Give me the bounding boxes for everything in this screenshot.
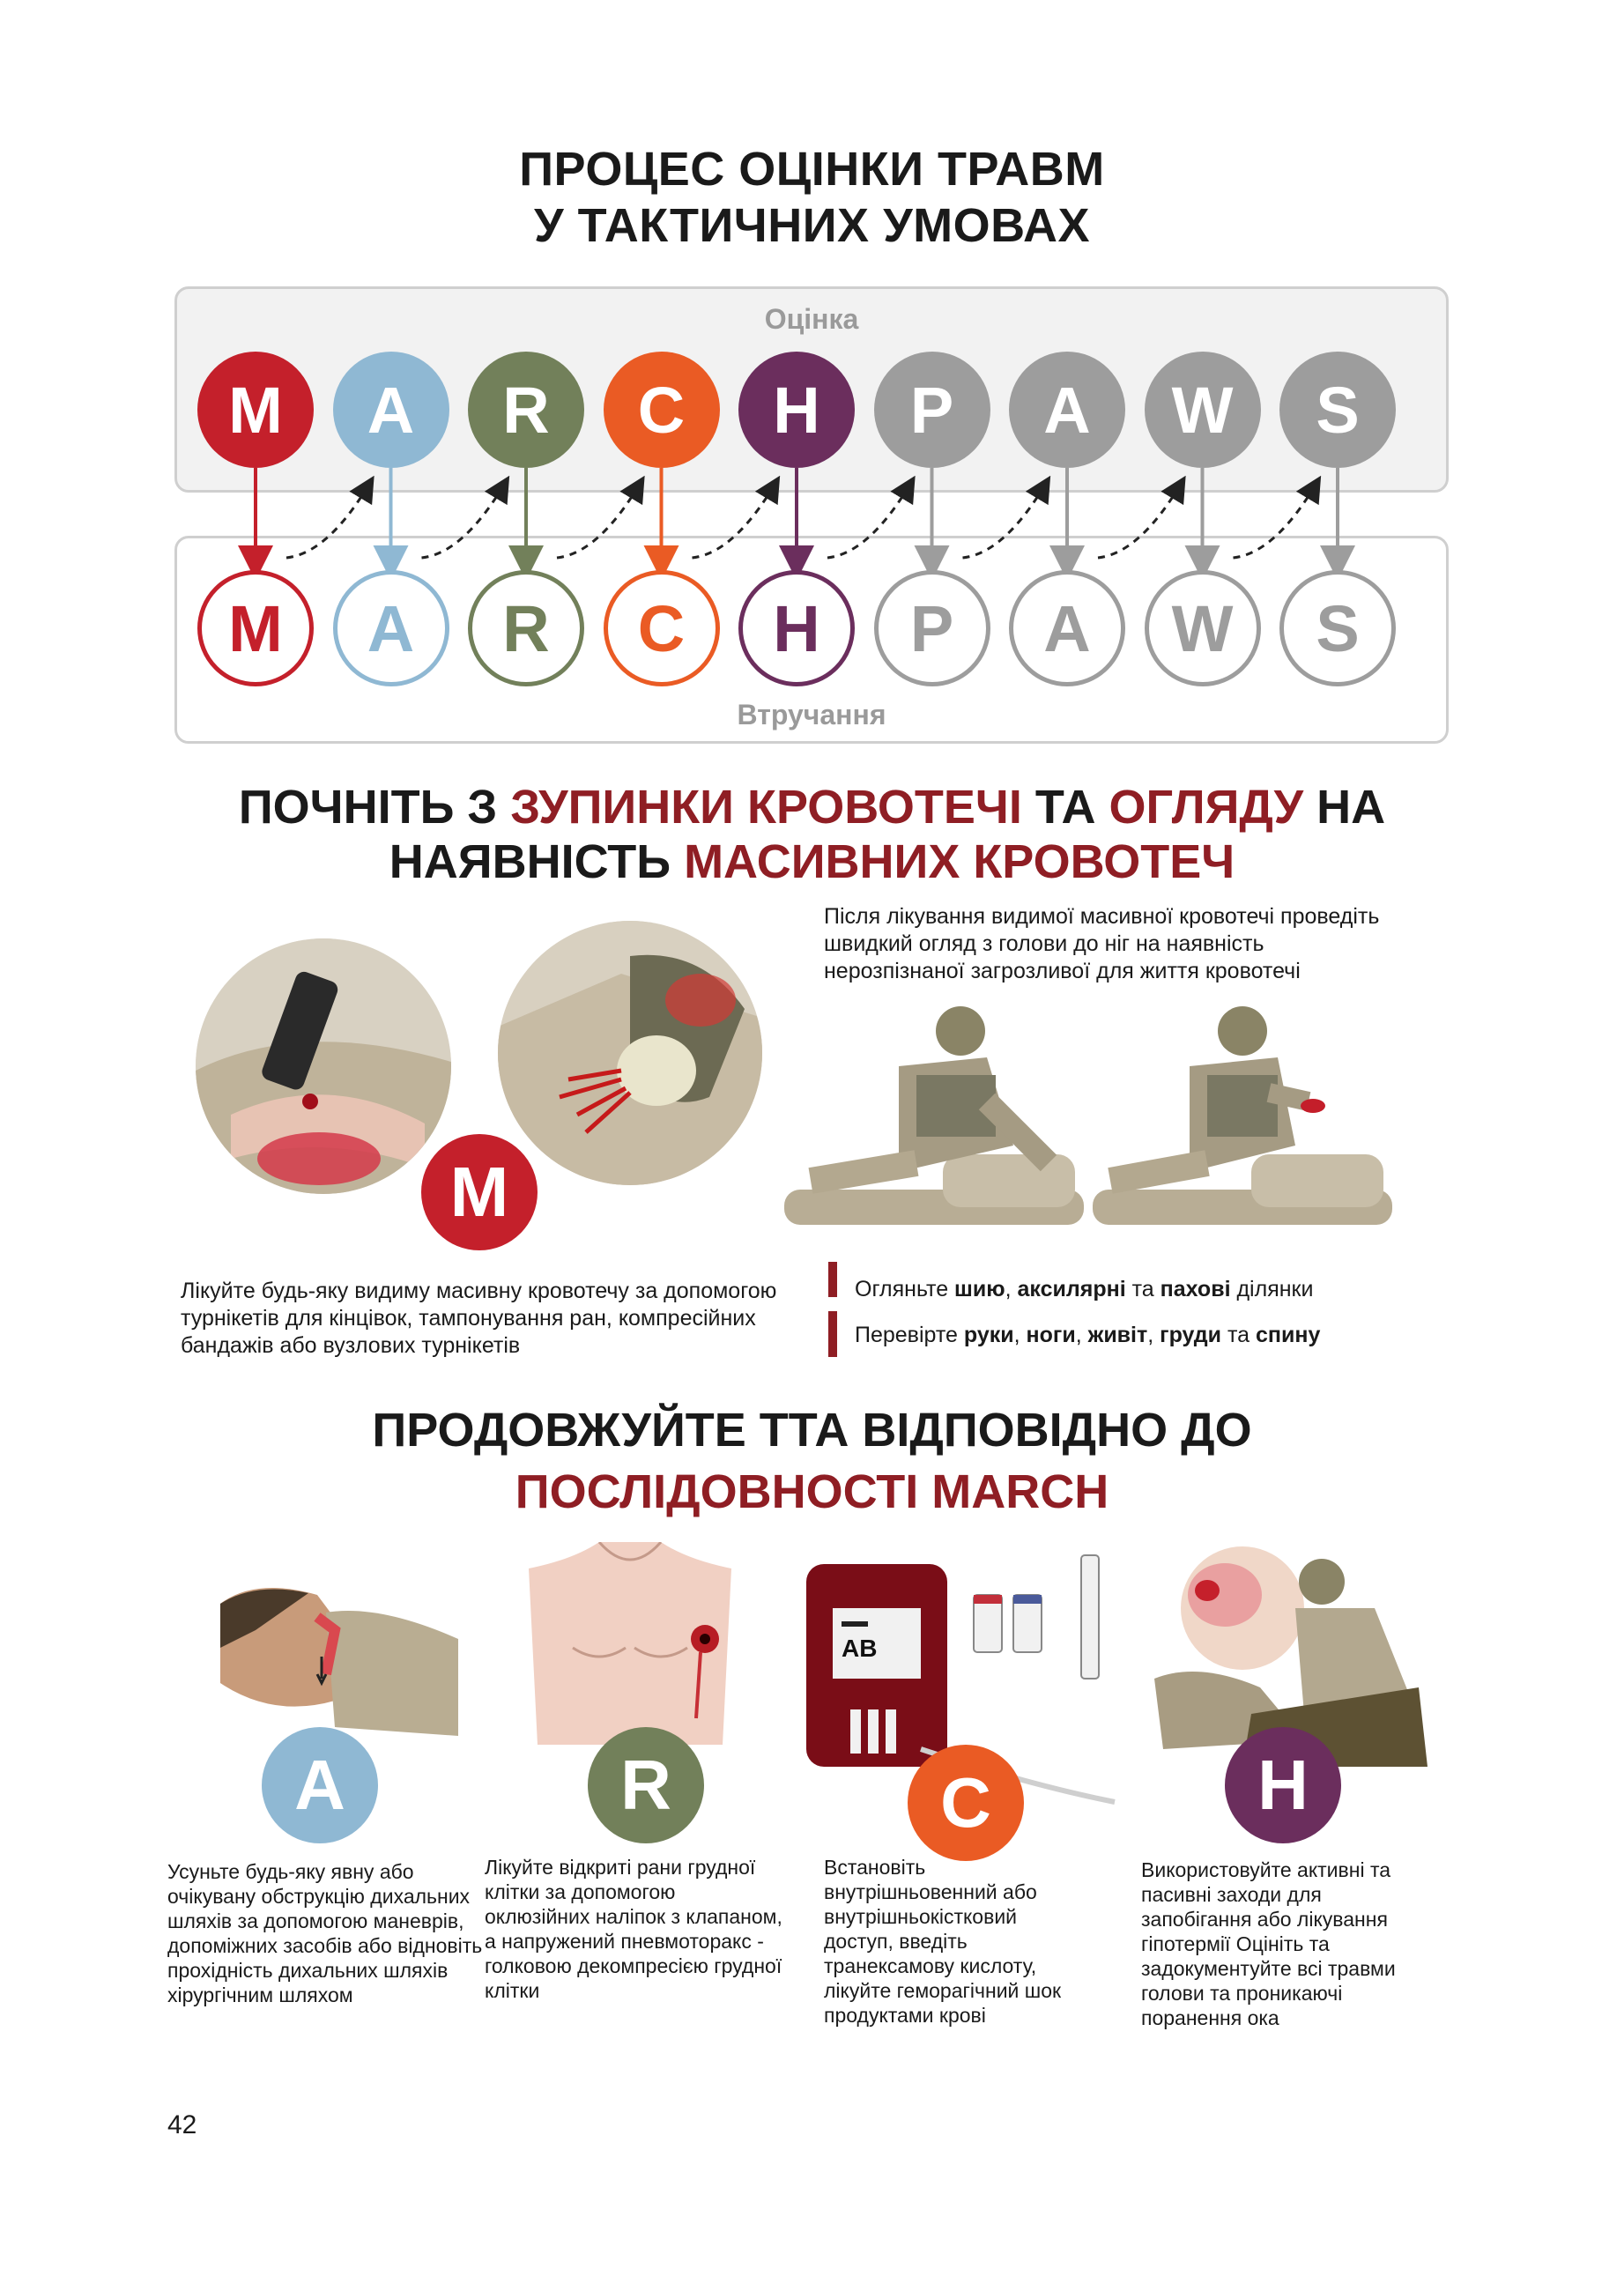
assessment-letter-4: H [738, 352, 855, 468]
assessment-letter-5: P [874, 352, 990, 468]
bullet-bar-2 [828, 1311, 837, 1357]
next-arrow-6 [1098, 485, 1181, 558]
title-line-2: У ТАКТИЧНИХ УМОВАХ [534, 199, 1090, 252]
card-r-text: Лікуйте відкриті рани грудної клітки за допомогою оклюзійних наліпок з клапаном, а напружений пневмоторакс - голковою декомпресією грудної клітки [485, 1856, 782, 2002]
intervention-letter-7: W [1145, 570, 1261, 686]
page-number: 42 [167, 2110, 197, 2139]
assessment-letter-6: A [1009, 352, 1125, 468]
bullet-2: Перевірте руки, ноги, живіт, груди та спину [855, 1323, 1321, 1347]
next-arrow-0 [286, 485, 369, 558]
section1-heading: ПОЧНІТЬ З ЗУПИНКИ КРОВОТЕЧІ ТА ОГЛЯДУ НА НАЯВНІСТЬ МАСИВНИХ КРОВОТЕЧ [238, 781, 1386, 888]
h-badge: H [1225, 1727, 1341, 1843]
intervention-letter-3: C [604, 570, 720, 686]
next-arrow-2 [557, 485, 640, 558]
assessment-letter-2: R [468, 352, 584, 468]
m-badge: M [421, 1134, 538, 1250]
intervention-letter-8: S [1279, 570, 1396, 686]
section2-line-1: ПРОДОВЖУЙТЕ ТТА ВІДПОВІДНО ДО [372, 1404, 1252, 1457]
intervention-letter-6: A [1009, 570, 1125, 686]
intervention-letter-5: P [874, 570, 990, 686]
wound-packing-illustration [498, 921, 762, 1185]
blood-type-label: AB [842, 1635, 878, 1662]
assessment-letter-0: M [197, 352, 314, 468]
airway-illustration [203, 1577, 467, 1745]
intervention-letter-4: H [738, 570, 855, 686]
intervention-label: Втручання [737, 699, 886, 730]
massive-bleeding-caption: Лікуйте будь-яку видиму масивну кровотечу за допомогою турнікетів для кінцівок, тампонування ран, компресійних бандажів або вузлових турнікетів [181, 1279, 777, 1358]
chest-wound-illustration [520, 1542, 740, 1745]
survey-caption: Після лікування видимої масивної кровотечі проведіть швидкий огляд з голови до ніг на наявність нерозпізнаної загрозливої для життя кровотечі [824, 904, 1380, 983]
assessment-label: Оцінка [764, 303, 859, 335]
soldier-survey-illustration-1 [784, 996, 1084, 1234]
intervention-letter-2: R [468, 570, 584, 686]
assessment-letter-8: S [1279, 352, 1396, 468]
c-badge: C [908, 1745, 1024, 1861]
card-c-text: Встановіть внутрішньовенний або внутрішньокістковий доступ, введіть транексамову кислоту, лікуйте геморагічний шок продуктами крові [824, 1856, 1062, 2027]
next-arrow-4 [827, 485, 910, 558]
assessment-letter-3: C [604, 352, 720, 468]
section2-heading [0, 1403, 1624, 1519]
r-badge: R [588, 1727, 704, 1843]
next-arrow-1 [422, 485, 505, 558]
intervention-letter-0: M [197, 570, 314, 686]
section2-line-2: ПОСЛІДОВНОСТІ MARCH [515, 1465, 1109, 1518]
bullet-1: Огляньте шию, аксилярні та пахові ділянки [855, 1277, 1314, 1301]
title-line-1: ПРОЦЕС ОЦІНКИ ТРАВМ [519, 143, 1105, 196]
next-arrow-5 [963, 485, 1046, 558]
intervention-letter-1: A [333, 570, 449, 686]
bullet-bar-1 [828, 1262, 837, 1297]
card-a-text: Усуньте будь-яку явну або очікувану обструкцію дихальних шляхів за допомогою маневрів, допоміжних засобів або відновіть прохідність дихальних шляхів хірургічним шляхом [167, 1860, 483, 2006]
a-badge: A [262, 1727, 378, 1843]
soldier-survey-illustration-2 [1093, 996, 1392, 1234]
next-arrow-7 [1234, 485, 1316, 558]
assessment-letter-1: A [333, 352, 449, 468]
card-h-text: Використовуйте активні та пасивні заходи для запобігання або лікування гіпотермії Оцініть та задокументуйте всі травми голови та проникаючі поранення ока [1141, 1858, 1396, 2029]
assessment-letter-7: W [1145, 352, 1261, 468]
tourniquet-illustration [196, 938, 451, 1194]
next-arrow-3 [693, 485, 775, 558]
